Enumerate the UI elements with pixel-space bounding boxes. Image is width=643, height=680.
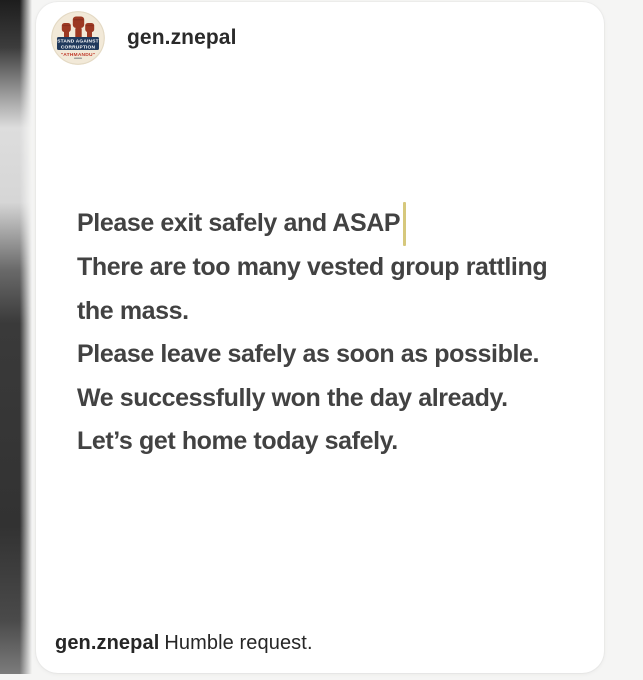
text-line: We successfully won the day already. [77, 383, 508, 412]
text-cursor [403, 202, 406, 246]
banner-line2: CORRUPTION [60, 45, 96, 51]
banner-line1: STAND AGAINST [57, 39, 99, 45]
caption-username[interactable]: gen.znepal [55, 632, 160, 654]
photo-dark-edge [0, 0, 32, 674]
text-line: Let’s get home today safely. [77, 427, 398, 455]
text-line: Please leave safely as soon as possible. [77, 340, 540, 368]
text-line: the mass. [77, 296, 189, 325]
post-caption [55, 632, 313, 655]
post-text [77, 202, 597, 464]
avatar-caption: "ATHMANDU" [60, 53, 96, 58]
stand-against-corruption-logo [51, 11, 105, 65]
avatar[interactable] [51, 11, 105, 65]
text-line: Please exit safely and ASAP [77, 202, 597, 246]
caption-text: Humble request. [164, 632, 313, 654]
text-line: There are too many vested group rattling [77, 253, 548, 281]
post-card [36, 2, 604, 673]
post-header [51, 11, 237, 65]
username[interactable]: gen.znepal [127, 26, 237, 49]
